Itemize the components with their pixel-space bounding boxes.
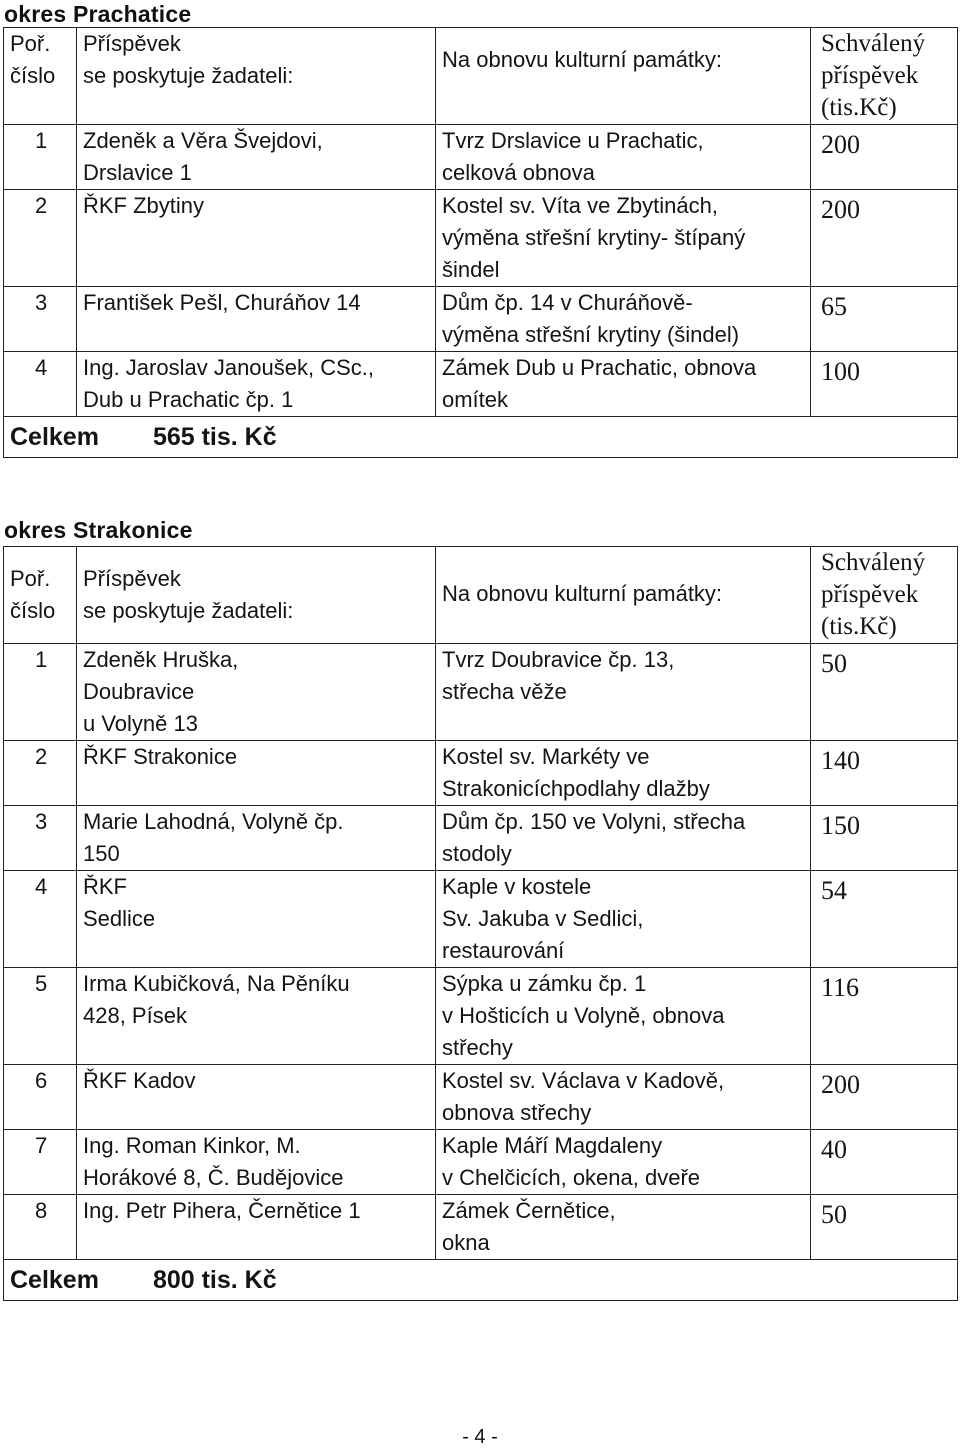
row-applicant: Irma Kubičková, Na Pěníku 428, Písek	[77, 968, 436, 1065]
total-row	[4, 417, 958, 458]
total-row	[4, 1260, 958, 1301]
header-amount: Schválený příspěvek (tis.Kč)	[811, 28, 958, 125]
header-monument	[436, 28, 811, 125]
row-monument: Zámek Dub u Prachatic, obnova omítek	[436, 352, 811, 417]
row-number: 6	[4, 1065, 77, 1130]
row-amount: 116	[811, 968, 958, 1065]
row-applicant: Marie Lahodná, Volyně čp. 150	[77, 806, 436, 871]
header-applicant: Příspěvek se poskytuje žadateli:	[77, 28, 436, 125]
row-number: 1	[4, 644, 77, 741]
row-monument: Kostel sv. Markéty ve Strakonicíchpodlahy dlažby	[436, 741, 811, 806]
row-amount: 40	[811, 1130, 958, 1195]
row-monument: Tvrz Doubravice čp. 13, střecha věže	[436, 644, 811, 741]
header-number: Poř. číslo	[4, 547, 77, 644]
row-applicant: ŘKF Zbytiny	[77, 190, 436, 287]
table-row	[4, 125, 958, 190]
row-monument: Kostel sv. Václava v Kadově, obnova střechy	[436, 1065, 811, 1130]
row-amount: 50	[811, 1195, 958, 1260]
header-number: Poř. číslo	[4, 28, 77, 125]
row-applicant: Zdeněk Hruška, Doubravice u Volyně 13	[77, 644, 436, 741]
row-number: 4	[4, 352, 77, 417]
table-row	[4, 352, 958, 417]
row-applicant: František Pešl, Churáňov 14	[77, 287, 436, 352]
row-amount: 140	[811, 741, 958, 806]
row-amount: 200	[811, 190, 958, 287]
total-cell	[4, 1260, 958, 1301]
table-header-row	[4, 28, 958, 125]
row-monument: Kaple v kostele Sv. Jakuba v Sedlici, restaurování	[436, 871, 811, 968]
row-applicant: Ing. Roman Kinkor, M. Horákové 8, Č. Budějovice	[77, 1130, 436, 1195]
row-number: 3	[4, 287, 77, 352]
table-row	[4, 190, 958, 287]
row-number: 4	[4, 871, 77, 968]
table-header-row	[4, 547, 958, 644]
row-number: 7	[4, 1130, 77, 1195]
row-applicant: Ing. Jaroslav Janoušek, CSc., Dub u Prachatic čp. 1	[77, 352, 436, 417]
row-monument: Zámek Černětice, okna	[436, 1195, 811, 1260]
row-amount: 65	[811, 287, 958, 352]
table-row	[4, 741, 958, 806]
row-amount: 50	[811, 644, 958, 741]
table-prachatice	[3, 27, 958, 458]
table-row	[4, 968, 958, 1065]
section-title-prachatice: okres Prachatice	[4, 1, 192, 27]
row-applicant: Ing. Petr Pihera, Černětice 1	[77, 1195, 436, 1260]
table-row	[4, 871, 958, 968]
section-title-strakonice: okres Strakonice	[4, 517, 193, 543]
row-monument: Tvrz Drslavice u Prachatic, celková obnova	[436, 125, 811, 190]
header-monument-text: Na obnovu kulturní památky:	[442, 47, 723, 72]
row-amount: 54	[811, 871, 958, 968]
header-monument-text: Na obnovu kulturní památky:	[442, 581, 723, 606]
total-label: Celkem	[10, 423, 99, 451]
row-monument: Kostel sv. Víta ve Zbytinách, výměna střešní krytiny- štípaný šindel	[436, 190, 811, 287]
row-monument: Dům čp. 14 v Churáňově- výměna střešní krytiny (šindel)	[436, 287, 811, 352]
row-number: 1	[4, 125, 77, 190]
row-number: 8	[4, 1195, 77, 1260]
header-applicant: Příspěvek se poskytuje žadateli:	[77, 547, 436, 644]
row-number: 3	[4, 806, 77, 871]
header-monument	[436, 547, 811, 644]
total-value: 800 tis. Kč	[152, 1266, 277, 1294]
total-value: 565 tis. Kč	[152, 423, 277, 451]
row-amount: 150	[811, 806, 958, 871]
table-row	[4, 1065, 958, 1130]
row-applicant: ŘKF Kadov	[77, 1065, 436, 1130]
table-row	[4, 1195, 958, 1260]
row-monument: Dům čp. 150 ve Volyni, střecha stodoly	[436, 806, 811, 871]
table-strakonice	[3, 546, 958, 1301]
page-number: - 4 -	[462, 1426, 498, 1448]
row-applicant: ŘKF Strakonice	[77, 741, 436, 806]
row-number: 2	[4, 741, 77, 806]
total-label: Celkem	[10, 1266, 99, 1294]
table-row	[4, 806, 958, 871]
row-monument: Kaple Máří Magdaleny v Chelčicích, okena, dveře	[436, 1130, 811, 1195]
row-number: 2	[4, 190, 77, 287]
table-row	[4, 1130, 958, 1195]
table-row	[4, 644, 958, 741]
row-amount: 200	[811, 125, 958, 190]
table-row	[4, 287, 958, 352]
row-number: 5	[4, 968, 77, 1065]
row-applicant: Zdeněk a Věra Švejdovi, Drslavice 1	[77, 125, 436, 190]
header-amount: Schválený příspěvek (tis.Kč)	[811, 547, 958, 644]
row-monument: Sýpka u zámku čp. 1 v Hošticích u Volyně, obnova střechy	[436, 968, 811, 1065]
row-applicant: ŘKF Sedlice	[77, 871, 436, 968]
row-amount: 200	[811, 1065, 958, 1130]
row-amount: 100	[811, 352, 958, 417]
total-cell	[4, 417, 958, 458]
